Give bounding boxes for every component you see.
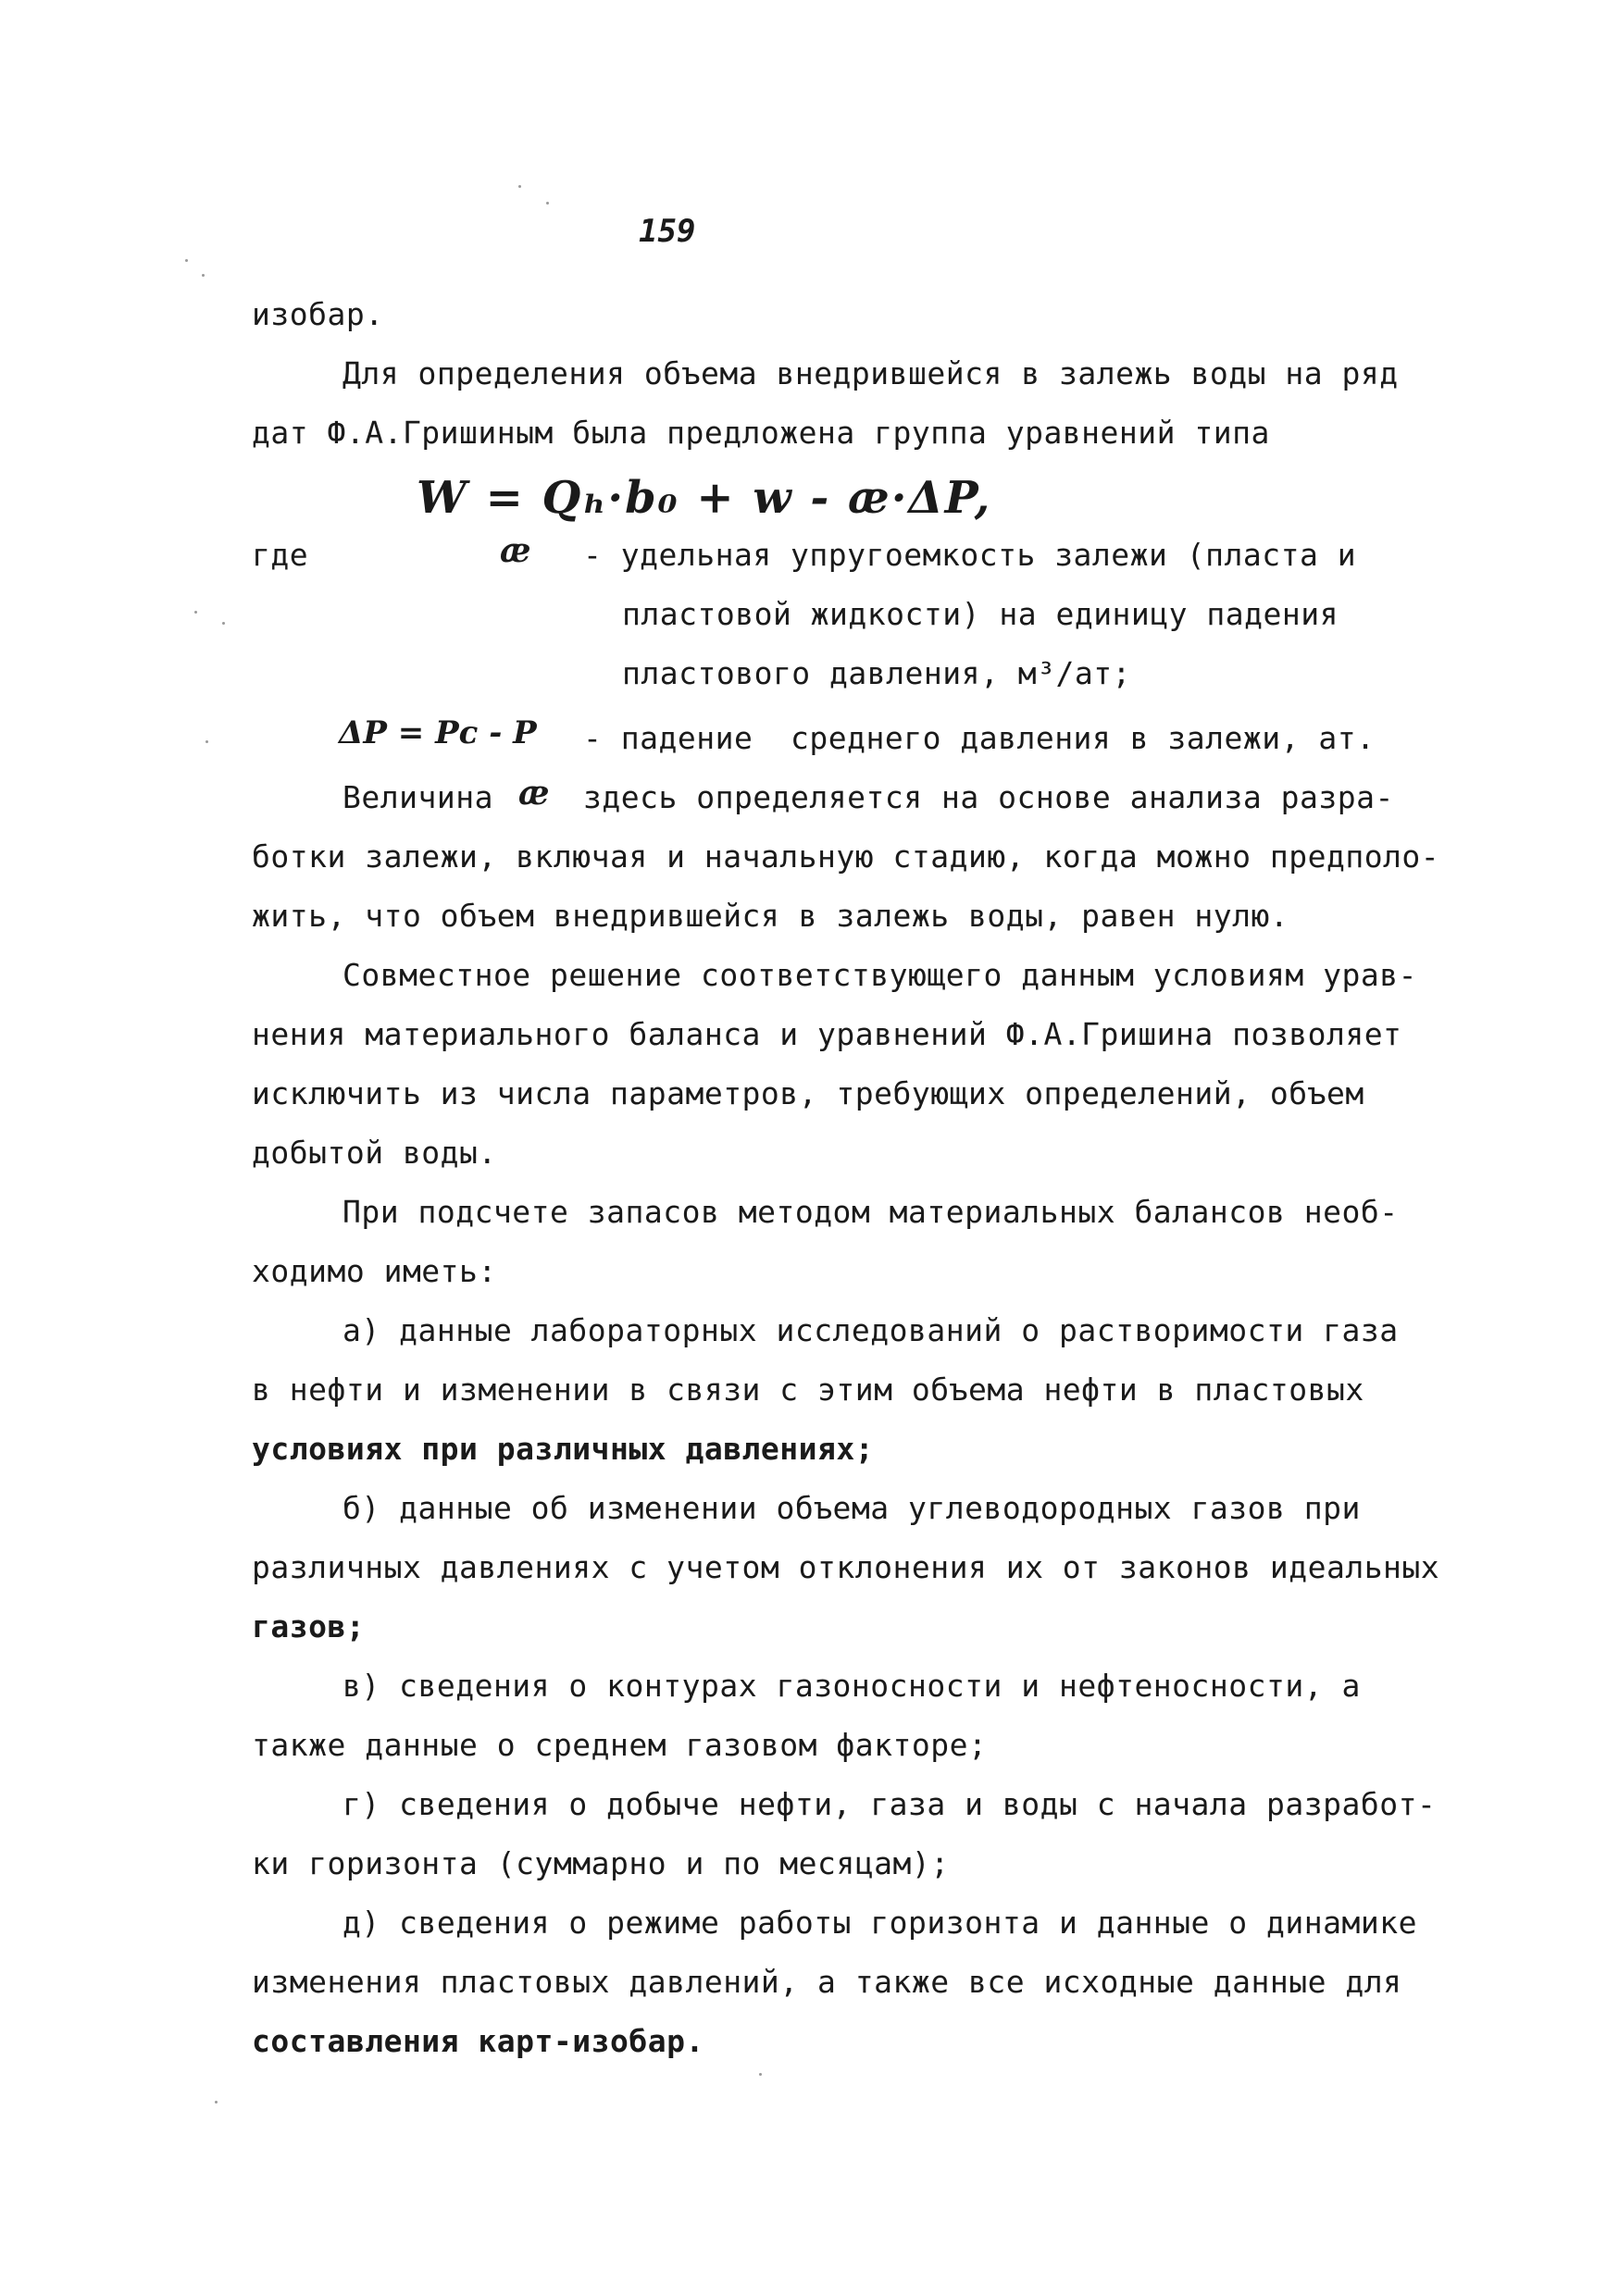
text-line: условиях при различных давлениях;	[252, 1431, 875, 1467]
text-line: также данные о среднем газовом факторе;	[252, 1727, 988, 1763]
list-item-d: д) сведения о режиме работы горизонта и данные о динамике	[342, 1905, 1417, 1941]
text-line: добытой воды.	[252, 1135, 497, 1171]
scan-speck	[205, 740, 208, 743]
text-line: составления карт-изобар.	[252, 2023, 704, 2059]
where-label: где	[252, 537, 309, 573]
text-line: нения материального баланса и уравнений Ф.А.Гришина позволяет	[252, 1016, 1402, 1052]
definition-line: - падение среднего давления в залежи, ат.	[583, 720, 1376, 756]
scan-speck	[185, 259, 188, 262]
text-line: Для определения объема внедрившейся в залежь воды на ряд	[342, 355, 1399, 391]
text-line: жить, что объем внедрившейся в залежь воды, равен нулю.	[252, 898, 1289, 934]
text-line: в нефти и изменении в связи с этим объема нефти в пластовых	[252, 1371, 1364, 1408]
text-line: ходимо иметь:	[252, 1253, 497, 1289]
text-line: Совместное решение соответствующего данным условиям урав-	[342, 957, 1417, 993]
elasticity-symbol: æ	[500, 531, 531, 570]
text-line: дат Ф.А.Гришиным была предложена группа уравнений типа	[252, 415, 1270, 451]
text-line: различных давлениях с учетом отклонения их от законов идеальных	[252, 1549, 1440, 1585]
elasticity-symbol: æ	[518, 774, 550, 813]
text-line: ботки залежи, включая и начальную стадию, когда можно предполо-	[252, 838, 1440, 875]
text-line: Величина	[342, 779, 493, 815]
scan-speck	[546, 202, 549, 205]
text-line: ки горизонта (суммарно и по месяцам);	[252, 1845, 950, 1881]
list-item-g: г) сведения о добыче нефти, газа и воды с начала разработ-	[342, 1786, 1437, 1822]
text-line: изобар.	[252, 296, 384, 332]
text-line: При подсчете запасов методом материальных балансов необ-	[342, 1194, 1399, 1230]
list-item-b: б) данные об изменении объема углеводородных газов при	[342, 1490, 1361, 1526]
scan-speck	[518, 185, 521, 188]
text-line: здесь определяется на основе анализа разра-	[583, 779, 1394, 815]
scan-speck	[194, 611, 197, 614]
page-number: 159	[639, 213, 696, 250]
list-item-a: а) данные лабораторных исследований о растворимости газа	[342, 1312, 1399, 1348]
pressure-drop-formula: ΔP = Pᴄ - P	[339, 714, 537, 751]
definition-line: пластового давления, м³/ат;	[622, 655, 1131, 691]
list-item-v: в) сведения о контурах газоносности и нефтеносности, а	[342, 1668, 1361, 1704]
text-line: газов;	[252, 1608, 366, 1644]
scan-speck	[222, 622, 225, 625]
definition-line: - удельная упругоемкость залежи (пласта и	[583, 537, 1357, 573]
water-influx-formula: W = Qₕ·b₀ + w - æ·ΔP,	[417, 472, 992, 524]
text-line: исключить из числа параметров, требующих определений, объем	[252, 1075, 1364, 1111]
scan-speck	[202, 274, 205, 277]
scan-speck	[215, 2101, 218, 2104]
text-line: изменения пластовых давлений, а также все исходные данные для	[252, 1964, 1402, 2000]
scan-speck	[759, 2073, 762, 2076]
definition-line: пластовой жидкости) на единицу падения	[622, 596, 1339, 632]
